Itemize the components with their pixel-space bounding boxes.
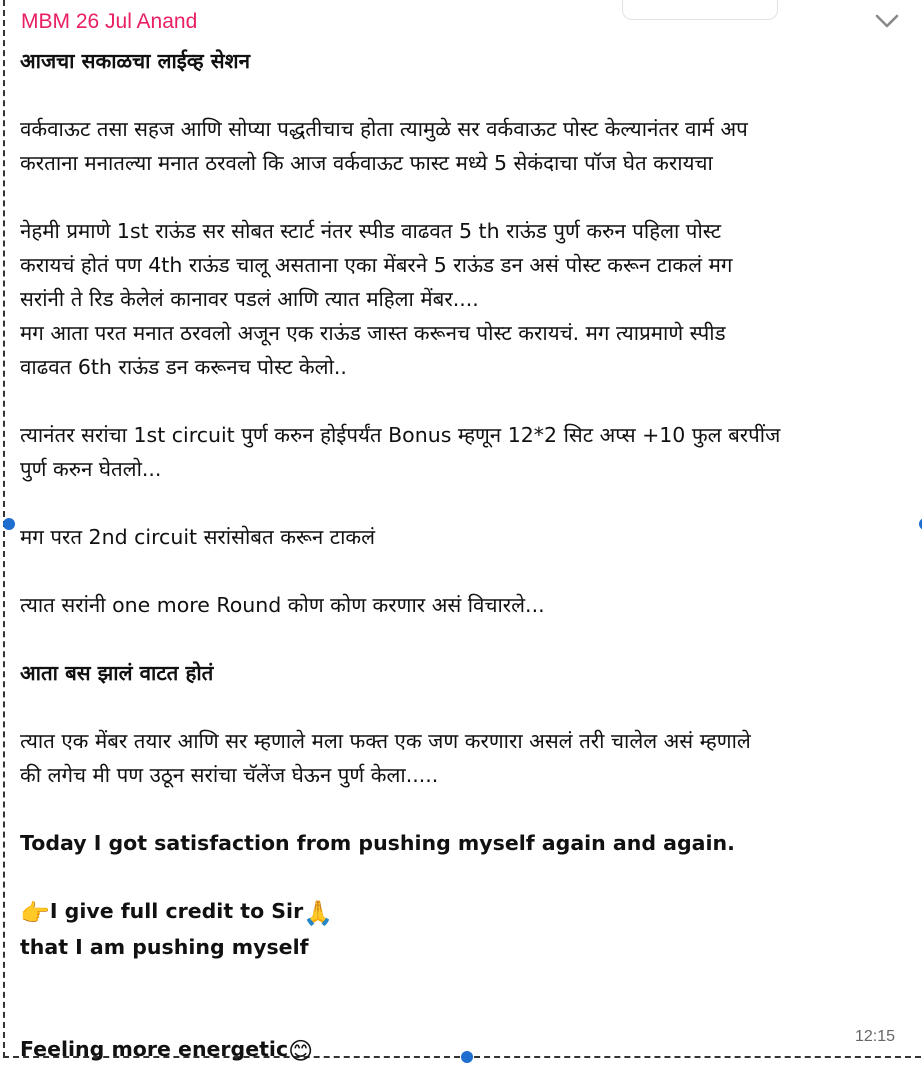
message-line: करायचं होतं पण 4th राऊंड चालू असताना एका मेंबरने 5 राऊंड डन असं पोस्ट करून टाकलं मग bbox=[20, 253, 733, 277]
message-line: पुर्ण करुन घेतलो... bbox=[20, 457, 162, 481]
message-text: I give full credit to Sir bbox=[49, 899, 304, 923]
message-line-bold: that I am pushing myself bbox=[20, 935, 309, 959]
message-line: सरांनी ते रिड केलेलं कानावर पडलं आणि त्यात महिला मेंबर.... bbox=[20, 287, 479, 311]
message-line-bold: आता बस झालं वाटत होतं bbox=[20, 661, 214, 685]
resize-handle-left[interactable] bbox=[3, 518, 15, 530]
message-line-bold bbox=[20, 1032, 905, 1068]
message-line: नेहमी प्रमाणे 1st राऊंड सर सोबत स्टार्ट नंतर स्पीड वाढवत 5 th राऊंड पुर्ण करुन पहिला पोस्ट bbox=[20, 219, 722, 243]
message-line: करताना मनातल्या मनात ठरवलो कि आज वर्कवाऊट फास्ट मध्ये 5 सेकंदाचा पॉज घेत करायचा bbox=[20, 151, 713, 175]
message-line: की लगेच मी पण उठून सरांचा चॅलेंज घेऊन पुर्ण केला..... bbox=[20, 763, 439, 787]
message-line-bold: Today I got satisfaction from pushing myself again and again. bbox=[20, 831, 735, 855]
smiling-face-icon: 😊 bbox=[288, 1037, 314, 1065]
message-line: मग परत 2nd circuit सरांसोबत करून टाकलं bbox=[20, 525, 376, 549]
sender-name: MBM 26 Jul Anand bbox=[21, 10, 198, 33]
message-timestamp: 12:15 bbox=[855, 1028, 896, 1045]
message-heading: आजचा सकाळचा लाईव्ह सेशन bbox=[20, 49, 250, 73]
message-line: मग आता परत मनात ठरवलो अजून एक राऊंड जास्त करूनच पोस्ट करायचं. मग त्याप्रमाणे स्पीड bbox=[20, 321, 726, 345]
message-line: त्यात सरांनी one more Round कोण कोण करणार असं विचारले... bbox=[20, 593, 545, 617]
chevron-down-icon[interactable] bbox=[872, 10, 902, 32]
message-line: त्यानंतर सरांचा 1st circuit पुर्ण करुन होईपर्यंत Bonus म्हणून 12*2 सिट अप्स +10 फुल बरपींज bbox=[20, 423, 781, 447]
message-line: वाढवत 6th राऊंड डन करूनच पोस्ट केलो.. bbox=[20, 355, 347, 379]
message-line: त्यात एक मेंबर तयार आणि सर म्हणाले मला फक्त एक जण करणारा असलं तरी चालेल असं म्हणाले bbox=[20, 729, 751, 753]
message-line: वर्कवाऊट तसा सहज आणि सोप्या पद्धतीचाच होता त्यामुळे सर वर्कवाऊट पोस्ट केल्यानंतर वार्म अप bbox=[20, 117, 748, 141]
message-body bbox=[20, 44, 905, 1068]
folded-hands-icon: 🙏 bbox=[303, 899, 334, 927]
pointing-hand-icon: 👉 bbox=[20, 899, 50, 927]
reaction-tab[interactable] bbox=[622, 0, 778, 20]
message-text: Feeling more energetic bbox=[20, 1037, 289, 1061]
message-line-bold bbox=[20, 894, 905, 930]
